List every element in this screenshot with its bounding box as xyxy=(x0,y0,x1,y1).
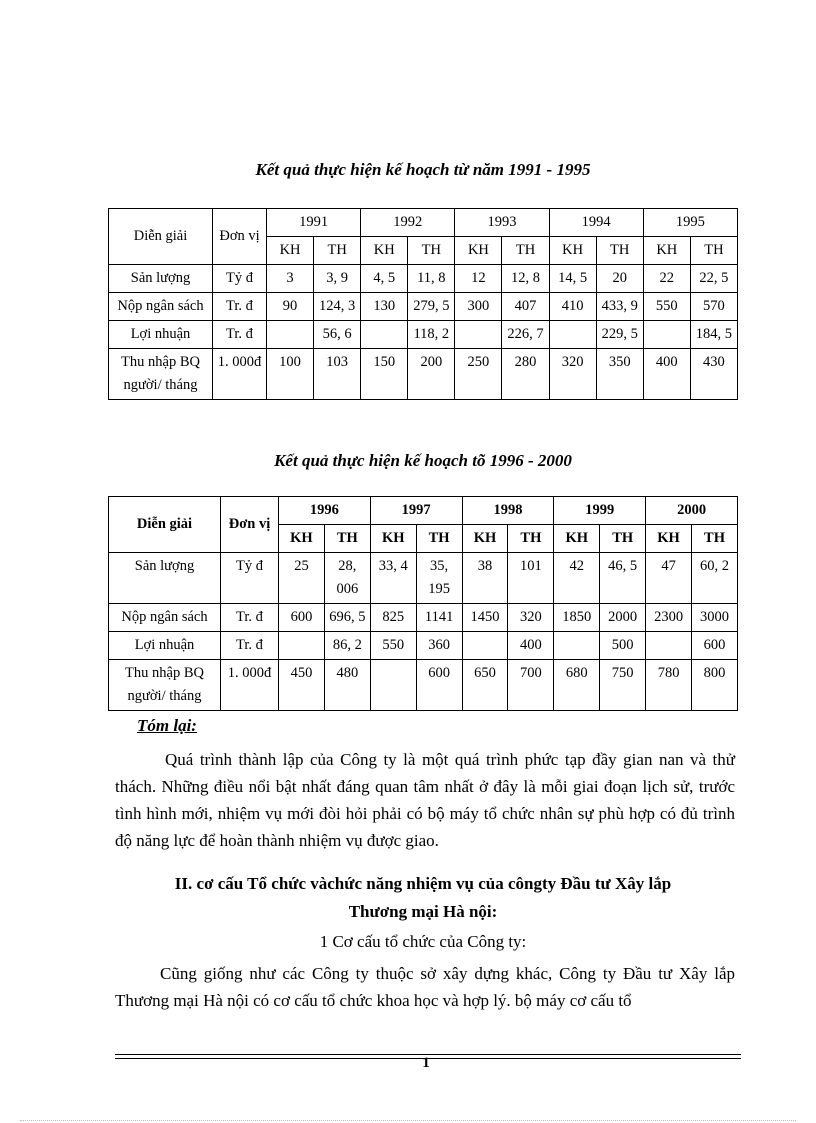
table-cell: 600 xyxy=(692,632,738,660)
th-header: TH xyxy=(314,237,361,265)
section-heading-line1: II. cơ cấu Tổ chức vàchức năng nhiệm vụ của côngty Đầu tư Xây lắp xyxy=(174,874,672,893)
table-cell: 184, 5 xyxy=(690,321,737,349)
table-cell: 103 xyxy=(314,349,361,400)
table-cell: 320 xyxy=(508,604,554,632)
year-header: 1994 xyxy=(549,209,643,237)
year-header: 1998 xyxy=(462,497,554,525)
kh-header: KH xyxy=(554,525,600,553)
row-label: Lợi nhuận xyxy=(109,321,213,349)
table-cell: 350 xyxy=(596,349,643,400)
table-cell xyxy=(646,632,692,660)
year-header: 2000 xyxy=(646,497,738,525)
th-header: TH xyxy=(502,237,549,265)
table-cell: 700 xyxy=(508,660,554,711)
th-header: TH xyxy=(408,237,455,265)
row-label: Thu nhập BQ người/ tháng xyxy=(109,349,213,400)
th-header: TH xyxy=(596,237,643,265)
row-unit: 1. 000đ xyxy=(221,660,279,711)
table-cell: 1141 xyxy=(416,604,462,632)
table-cell: 680 xyxy=(554,660,600,711)
table-cell: 300 xyxy=(455,293,502,321)
year-header: 1992 xyxy=(361,209,455,237)
table-cell: 500 xyxy=(600,632,646,660)
subsection-title: 1 Cơ cấu tổ chức của Công ty: xyxy=(319,932,527,951)
table-row xyxy=(109,604,738,632)
table-cell: 3, 9 xyxy=(314,265,361,293)
table-cell: 22 xyxy=(643,265,690,293)
row-label: Sản lượng xyxy=(109,265,213,293)
table-cell: 35, 195 xyxy=(416,553,462,604)
table-cell: 86, 2 xyxy=(324,632,370,660)
table-row xyxy=(109,349,738,400)
table-cell: 60, 2 xyxy=(692,553,738,604)
table-cell: 696, 5 xyxy=(324,604,370,632)
page-edge-divider xyxy=(20,1120,796,1121)
table-cell: 46, 5 xyxy=(600,553,646,604)
table-cell xyxy=(279,632,325,660)
table-cell: 200 xyxy=(408,349,455,400)
kh-header: KH xyxy=(462,525,508,553)
year-header: 1997 xyxy=(370,497,462,525)
table-cell: 825 xyxy=(370,604,416,632)
table-cell: 600 xyxy=(416,660,462,711)
body-paragraph: Cũng giống như các Công ty thuộc sở xây dựng khác, Công ty Đầu tư Xây lắp Thương mại Hà nội có cơ cấu tổ chức khoa học và hợp lý. bộ máy cơ cấu tổ xyxy=(115,964,735,1010)
kh-header: KH xyxy=(370,525,416,553)
table-cell: 226, 7 xyxy=(502,321,549,349)
table-cell: 14, 5 xyxy=(549,265,596,293)
table-cell: 1450 xyxy=(462,604,508,632)
header-don-vi: Đơn vị xyxy=(213,209,267,265)
table-cell xyxy=(267,321,314,349)
table-cell: 4, 5 xyxy=(361,265,408,293)
th-header: TH xyxy=(324,525,370,553)
table-row xyxy=(109,265,738,293)
table-cell: 400 xyxy=(508,632,554,660)
table-cell xyxy=(462,632,508,660)
th-header: TH xyxy=(416,525,462,553)
year-header: 1996 xyxy=(279,497,371,525)
header-dien-giai: Diễn giải xyxy=(109,209,213,265)
kh-header: KH xyxy=(455,237,502,265)
table-cell xyxy=(554,632,600,660)
table-row xyxy=(109,660,738,711)
kh-header: KH xyxy=(279,525,325,553)
table-cell: 28, 006 xyxy=(324,553,370,604)
table-cell: 20 xyxy=(596,265,643,293)
table-cell: 407 xyxy=(502,293,549,321)
table-cell: 2300 xyxy=(646,604,692,632)
table-cell xyxy=(361,321,408,349)
row-unit: 1. 000đ xyxy=(213,349,267,400)
table-cell: 2000 xyxy=(600,604,646,632)
table-cell: 450 xyxy=(279,660,325,711)
year-header: 1993 xyxy=(455,209,549,237)
table-cell: 22, 5 xyxy=(690,265,737,293)
row-unit: Tr. đ xyxy=(213,321,267,349)
table-cell: 600 xyxy=(279,604,325,632)
row-unit: Tỷ đ xyxy=(213,265,267,293)
table-cell: 780 xyxy=(646,660,692,711)
header-dien-giai: Diễn giải xyxy=(109,497,221,553)
row-label: Nộp ngân sách xyxy=(109,293,213,321)
table-cell: 250 xyxy=(455,349,502,400)
table-row xyxy=(109,321,738,349)
table-cell: 1850 xyxy=(554,604,600,632)
table-cell: 320 xyxy=(549,349,596,400)
table-cell: 410 xyxy=(549,293,596,321)
table-cell: 360 xyxy=(416,632,462,660)
table2-title: Kết quả thực hiện kế hoạch tõ 1996 - 2000 xyxy=(274,451,572,470)
table-cell: 42 xyxy=(554,553,600,604)
row-label: Thu nhập BQ người/ tháng xyxy=(109,660,221,711)
table-cell: 550 xyxy=(643,293,690,321)
results-table-1996-2000 xyxy=(108,496,738,711)
th-header: TH xyxy=(600,525,646,553)
table-cell: 3 xyxy=(267,265,314,293)
summary-heading: Tóm lại: xyxy=(137,716,197,735)
table-cell: 12, 8 xyxy=(502,265,549,293)
table-cell: 90 xyxy=(267,293,314,321)
table1-title: Kết quả thực hiện kế hoạch từ năm 1991 - 1995 xyxy=(255,160,591,179)
year-header: 1991 xyxy=(267,209,361,237)
table-cell: 11, 8 xyxy=(408,265,455,293)
table-cell: 12 xyxy=(455,265,502,293)
table-cell: 130 xyxy=(361,293,408,321)
table-cell: 800 xyxy=(692,660,738,711)
row-unit: Tr. đ xyxy=(213,293,267,321)
table-cell: 433, 9 xyxy=(596,293,643,321)
table-cell: 280 xyxy=(502,349,549,400)
table-cell: 47 xyxy=(646,553,692,604)
table-cell: 101 xyxy=(508,553,554,604)
kh-header: KH xyxy=(267,237,314,265)
table-cell: 25 xyxy=(279,553,325,604)
table-cell: 38 xyxy=(462,553,508,604)
table-cell: 400 xyxy=(643,349,690,400)
year-header: 1999 xyxy=(554,497,646,525)
year-header: 1995 xyxy=(643,209,737,237)
table-cell: 150 xyxy=(361,349,408,400)
results-table-1991-1995 xyxy=(108,208,738,400)
kh-header: KH xyxy=(549,237,596,265)
table-row xyxy=(109,553,738,604)
kh-header: KH xyxy=(361,237,408,265)
table-cell xyxy=(549,321,596,349)
table-cell: 33, 4 xyxy=(370,553,416,604)
th-header: TH xyxy=(692,525,738,553)
table-cell xyxy=(643,321,690,349)
section-heading-line2: Thương mại Hà nội: xyxy=(348,902,498,921)
table-cell: 650 xyxy=(462,660,508,711)
row-label: Sản lượng xyxy=(109,553,221,604)
page-number: 1 xyxy=(422,1055,430,1071)
table-cell: 56, 6 xyxy=(314,321,361,349)
table-cell: 480 xyxy=(324,660,370,711)
table-cell: 430 xyxy=(690,349,737,400)
kh-header: KH xyxy=(643,237,690,265)
table-cell: 124, 3 xyxy=(314,293,361,321)
row-unit: Tr. đ xyxy=(221,632,279,660)
row-label: Lợi nhuận xyxy=(109,632,221,660)
table-cell: 100 xyxy=(267,349,314,400)
table-cell xyxy=(455,321,502,349)
table-cell: 750 xyxy=(600,660,646,711)
table-cell: 279, 5 xyxy=(408,293,455,321)
table-cell xyxy=(370,660,416,711)
row-unit: Tỷ đ xyxy=(221,553,279,604)
summary-paragraph: Quá trình thành lập của Công ty là một quá trình phức tạp đầy gian nan và thử thách. Những điều nổi bật nhất đáng quan tâm nhất ở đây là mỗi giai đoạn lịch sử, trước tình hình mới, nhiệm vụ mới đòi hỏi phải có bộ máy tổ chức nhân sự phù hợp có đủ trình độ năng lực để hoàn thành nhiệm vụ được giao. xyxy=(115,750,735,850)
th-header: TH xyxy=(690,237,737,265)
th-header: TH xyxy=(508,525,554,553)
row-label: Nộp ngân sách xyxy=(109,604,221,632)
table-row xyxy=(109,632,738,660)
table-cell: 229, 5 xyxy=(596,321,643,349)
kh-header: KH xyxy=(646,525,692,553)
table-cell: 570 xyxy=(690,293,737,321)
table-cell: 550 xyxy=(370,632,416,660)
header-don-vi: Đơn vị xyxy=(221,497,279,553)
table-cell: 3000 xyxy=(692,604,738,632)
row-unit: Tr. đ xyxy=(221,604,279,632)
table-row xyxy=(109,293,738,321)
table-cell: 118, 2 xyxy=(408,321,455,349)
